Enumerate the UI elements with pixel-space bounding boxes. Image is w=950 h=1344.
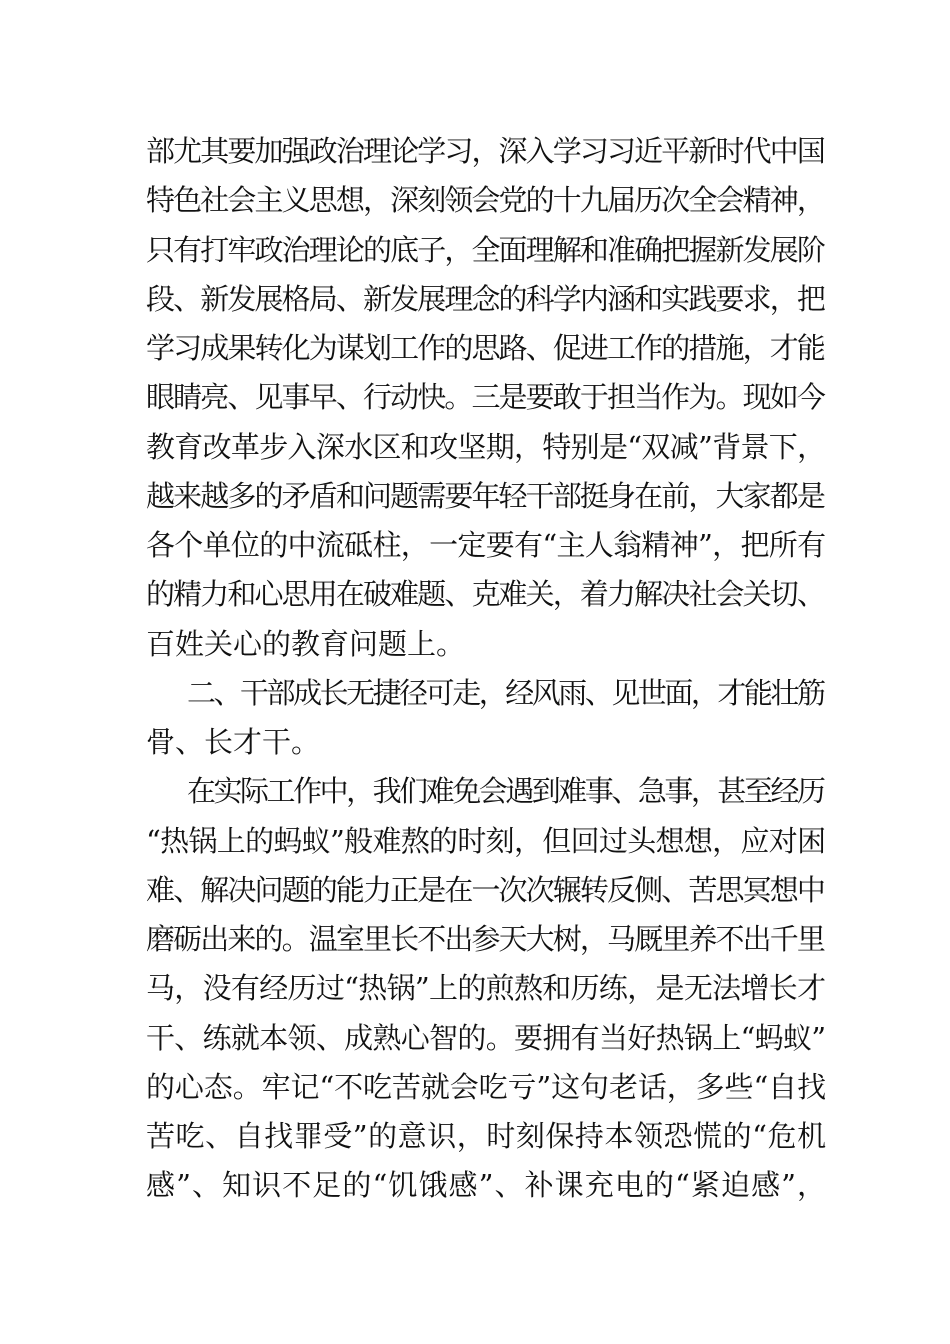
text-line: 段、新发展格局、新发展理念的科学内涵和实践要求，把 [146,281,825,316]
text-line: 干、练就本领、成熟心智的。要拥有当好热锅上“蚂蚁” [146,1020,826,1055]
paragraph-first-line: 在实际工作中，我们难免会遇到难事、急事，甚至经历 [187,774,824,809]
text-line: 百姓关心的教育问题上。 [146,626,466,661]
text-line: 马，没有经历过“热锅”上的煎熬和历练，是无法增长才 [146,971,826,1006]
text-line: 的精力和心思用在破难题、克难关，着力解决社会关切、 [146,577,825,612]
text-line: 学习成果转化为谋划工作的思路、促进工作的措施，才能 [146,331,825,365]
paragraph-first-line: 二、干部成长无捷径可走，经风雨、见世面，才能壮筋 [187,675,824,710]
text-line: 教育改革步入深水区和攻坚期，特别是“双减”背景下， [146,429,826,464]
body-text [146,127,826,1211]
text-line: 的心态。牢记“不吃苦就会吃亏”这句老话，多些“自找 [146,1069,826,1104]
text-line: 苦吃、自找罪受”的意识，时刻保持本领恐慌的“危机 [146,1119,827,1153]
text-line: “热锅上的蚂蚁”般难熬的时刻，但回过头想想，应对困 [146,823,826,858]
text-line: 部尤其要加强政治理论学习，深入学习习近平新时代中国 [146,134,825,168]
text-line: 只有打牢政治理论的底子，全面理解和准确把握新发展阶 [146,232,825,267]
text-line: 眼睛亮、见事早、行动快。三是要敢于担当作为。现如今 [146,380,825,415]
text-line: 越来越多的矛盾和问题需要年轻干部挺身在前，大家都是 [146,478,825,513]
text-line: 各个单位的中流砥柱，一定要有“主人翁精神”，把所有 [146,528,826,562]
text-line: 特色社会主义思想，深刻领会党的十九届历次全会精神， [146,183,825,218]
text-line: 感”、知识不足的“饥饿感”、补课充电的“紧迫感”， [146,1168,828,1203]
text-line: 磨砺出来的。温室里长不出参天大树，马厩里养不出千里 [146,922,825,956]
text-line: 难、解决问题的能力正是在一次次辗转反侧、苦思冥想中 [146,872,825,907]
text-line: 骨、长才干。 [146,725,321,759]
